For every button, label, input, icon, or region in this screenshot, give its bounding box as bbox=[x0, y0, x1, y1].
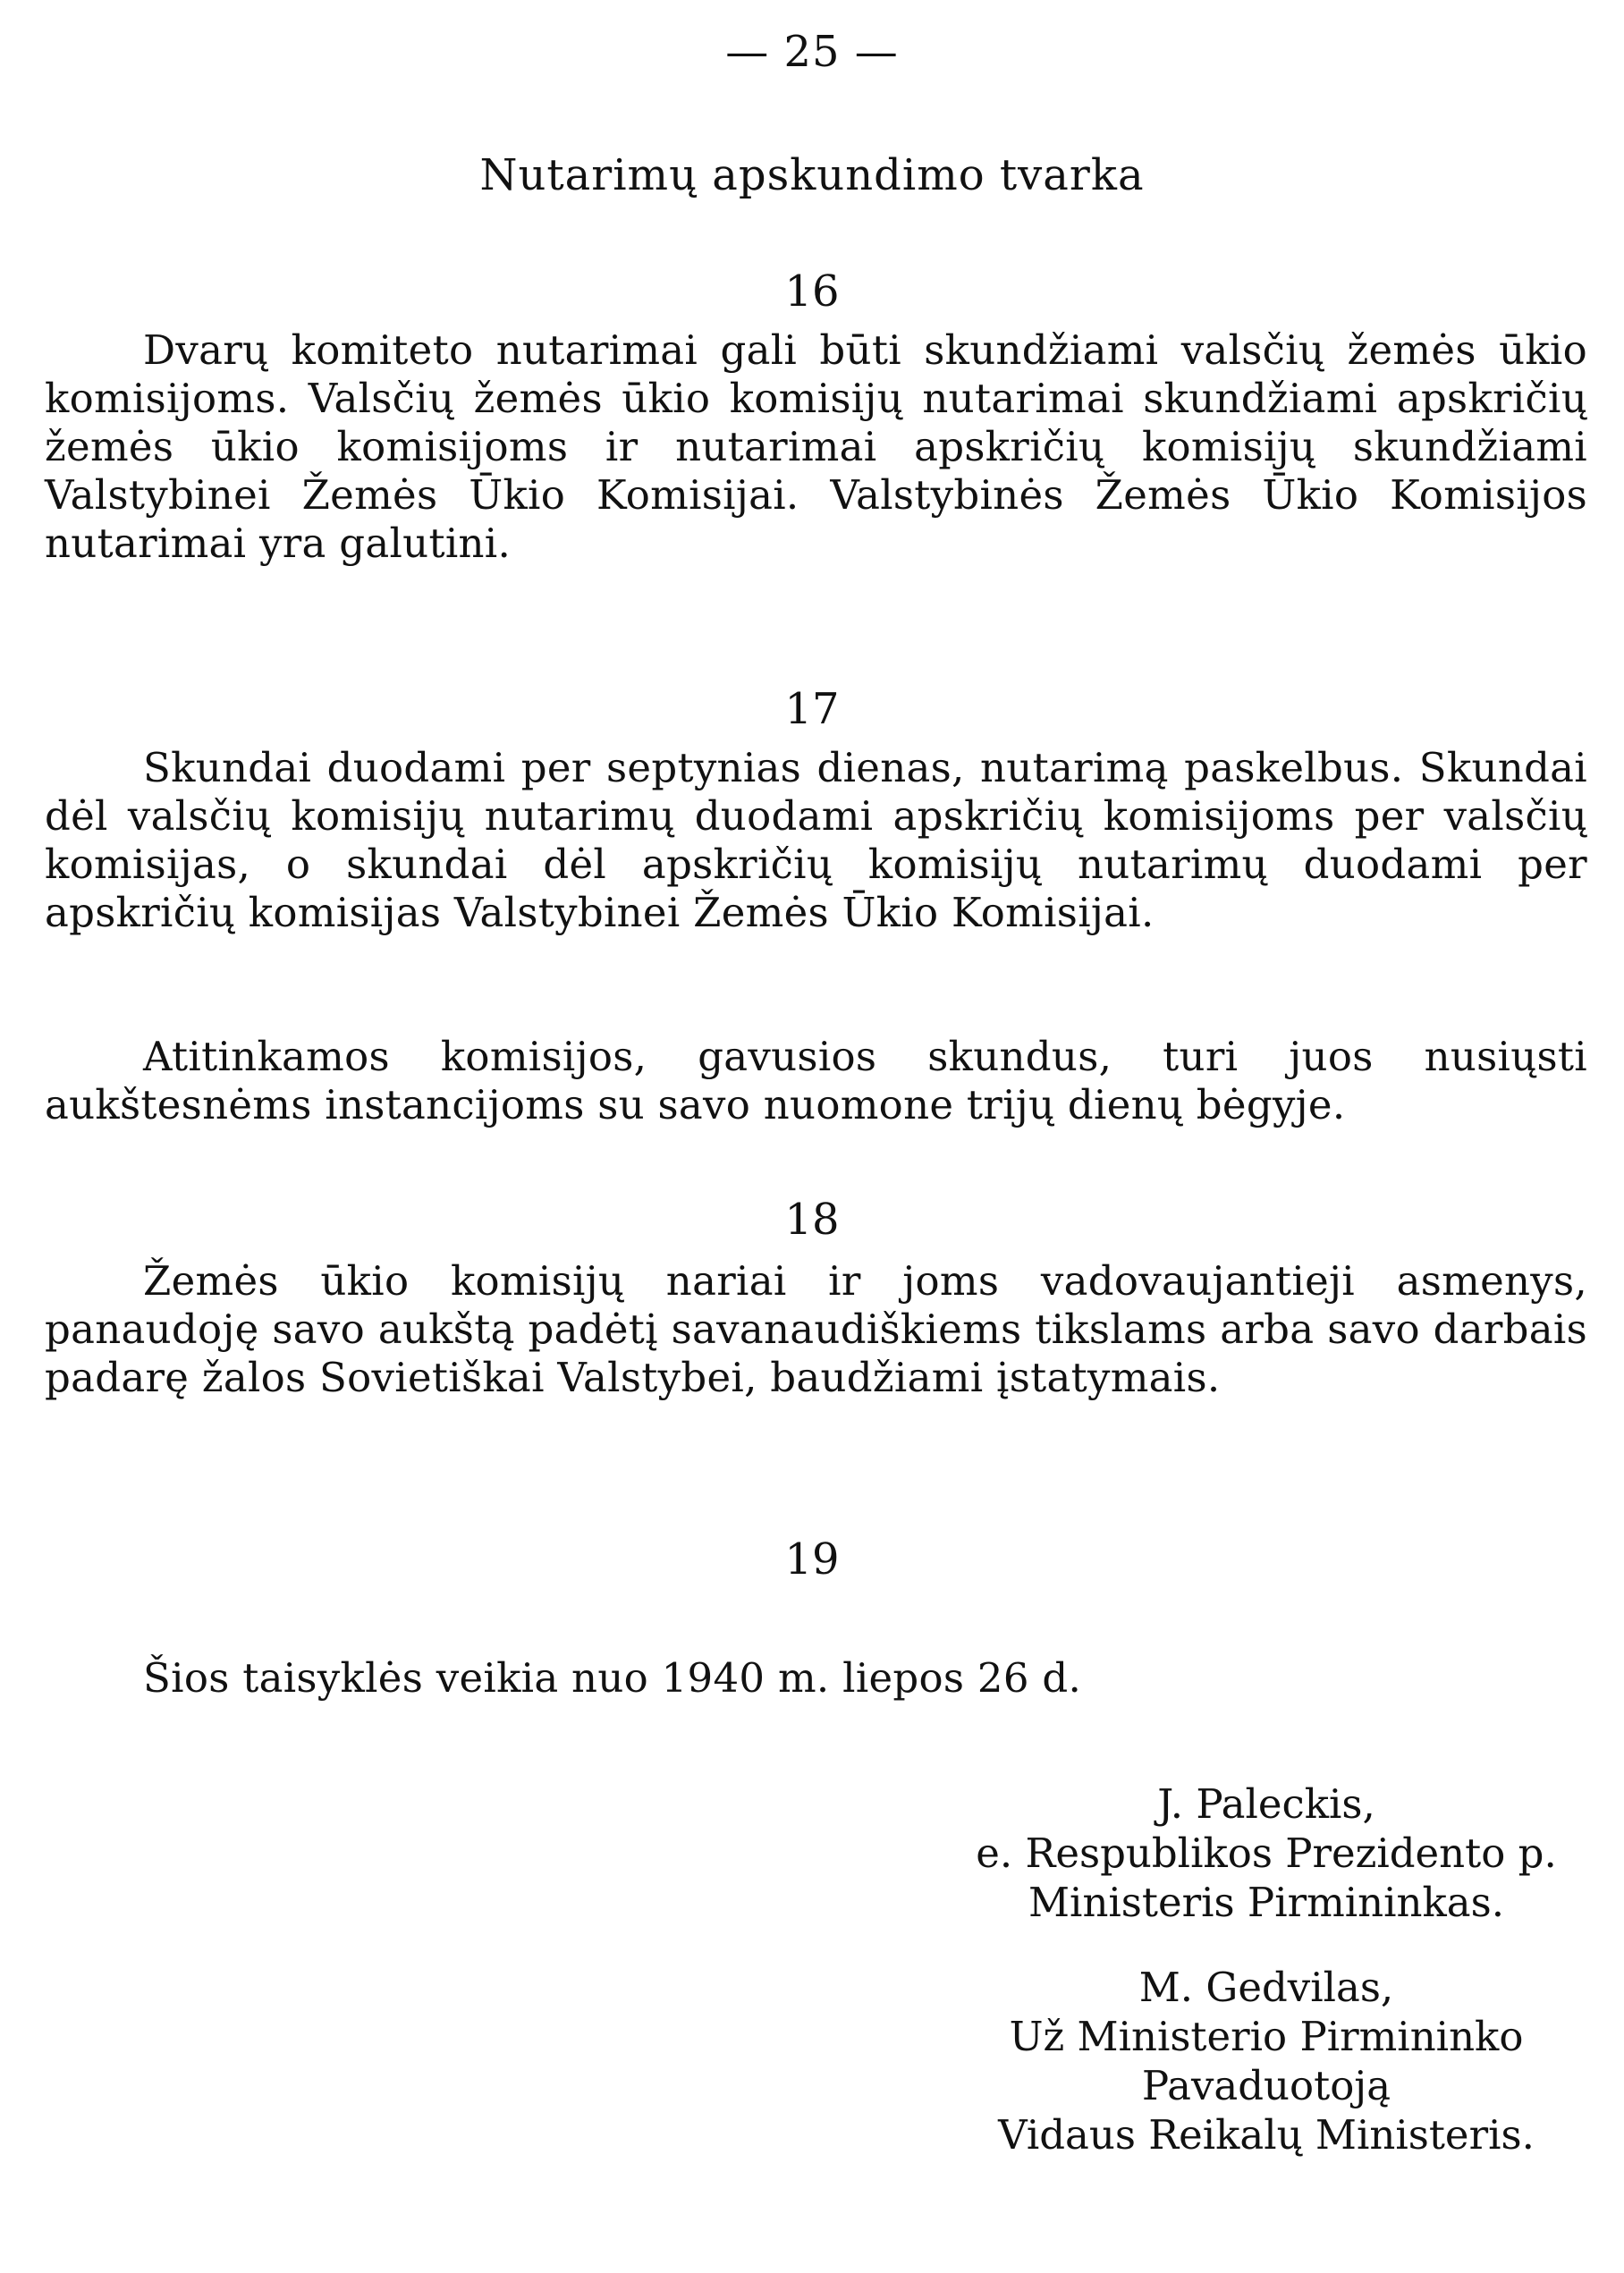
signature-block-paleckis bbox=[944, 1779, 1588, 1927]
signatory-name: J. Paleckis, bbox=[1157, 1780, 1375, 1828]
signatory-title-line: Ministeris Pirmininkas. bbox=[1028, 1879, 1505, 1926]
signatory-title-line: Vidaus Reikalų Ministeris. bbox=[998, 2111, 1535, 2159]
page-number: — 25 — bbox=[725, 27, 899, 77]
signatory-title-line: Pavaduotoją bbox=[1141, 2062, 1391, 2109]
article-18-paragraph: Žemės ūkio komisijų nariai ir joms vadovaujantieji asmenys, panaudoję savo aukštą padėtį savanaudiškiems tikslams arba savo darbais padarę žalos Sovietiškai Valstybei, baudžiami įstatymais. bbox=[45, 1257, 1587, 1401]
section-heading: Nutarimų apskundimo tvarka bbox=[479, 150, 1145, 200]
article-17-paragraph-1: Skundai duodami per septynias dienas, nutarimą paskelbus. Skundai dėl valsčių komisijų nutarimų duodami apskričių komisijoms per valsčių komisijas, o skundai dėl apskričių komisijų nutarimų duodami per apskričių komisijas Valstybinei Žemės Ūkio Komisijai. bbox=[45, 744, 1587, 936]
article-19-paragraph: Šios taisyklės veikia nuo 1940 m. liepos 26 d. bbox=[143, 1654, 1082, 1702]
article-number-18: 18 bbox=[784, 1195, 840, 1245]
signature-block-gedvilas bbox=[944, 1963, 1588, 2159]
article-number-19: 19 bbox=[784, 1534, 840, 1584]
signatory-name: M. Gedvilas, bbox=[1138, 1964, 1394, 2011]
article-16-paragraph: Dvarų komiteto nutarimai gali būti skundžiami valsčių žemės ūkio komisijoms. Valsčių žemės ūkio komisijų nutarimai skundžiami apskričių žemės ūkio komisijoms ir nutarimai apskričių komisijų skundžiami Valstybinei Žemės Ūkio Komisijai. Valstybinės Žemės Ūkio Komisijos nutarimai yra galutini. bbox=[45, 326, 1587, 567]
signatory-title-line: e. Respublikos Prezidento p. bbox=[976, 1829, 1557, 1877]
article-17-paragraph-2: Atitinkamos komisijos, gavusios skundus, turi juos nusiųsti aukštesnėms instancijoms su savo nuomone trijų dienų bėgyje. bbox=[45, 1033, 1587, 1128]
article-number-16: 16 bbox=[784, 266, 840, 317]
article-number-17: 17 bbox=[784, 684, 840, 734]
signatory-title-line: Už Ministerio Pirmininko bbox=[1009, 2013, 1524, 2060]
